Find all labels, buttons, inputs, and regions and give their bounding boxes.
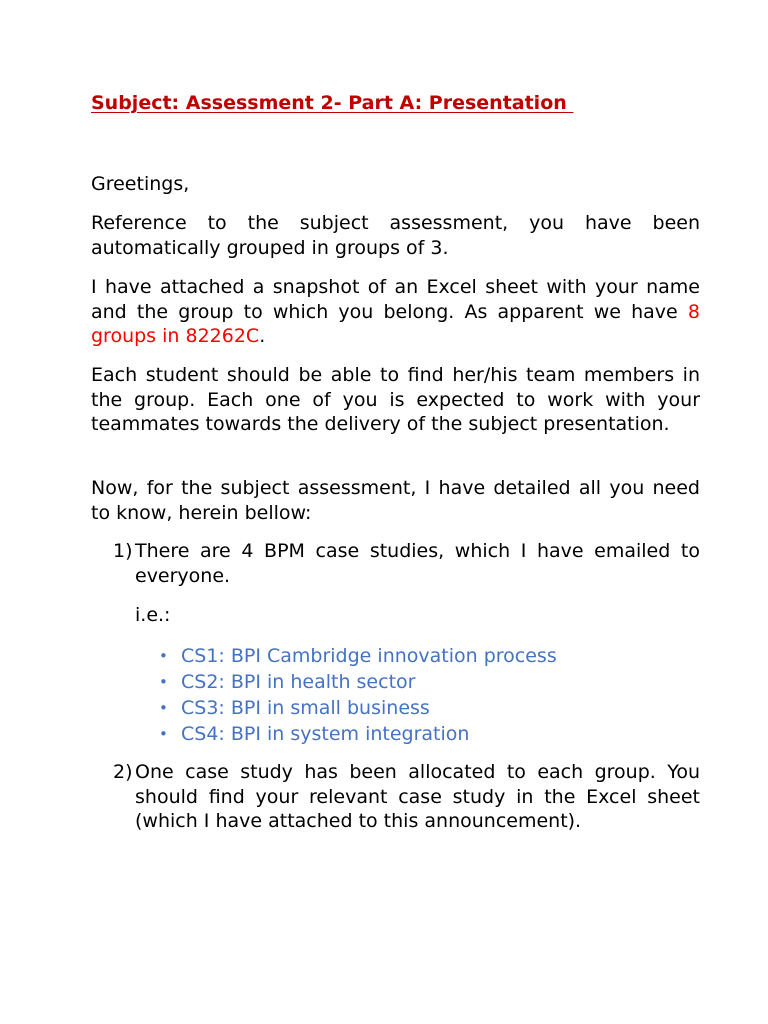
- paragraph-attachment: [91, 275, 700, 349]
- list-item-1: [113, 539, 700, 588]
- paragraph-attachment-text: I have attached a snapshot of an Excel sheet with your name and the group to which you belong. As apparent we have: [91, 276, 700, 323]
- bullet-icon: •: [159, 699, 168, 717]
- bullet-icon: •: [159, 647, 168, 665]
- ie-label: i.e.:: [135, 604, 171, 626]
- subject-heading: Subject: Assessment 2- Part A: Presentation: [91, 92, 574, 114]
- greeting: Greetings,: [91, 173, 190, 195]
- bullet-icon: •: [159, 725, 168, 743]
- case-study-item-4: [157, 721, 557, 747]
- case-study-label-4: CS4: BPI in system integration: [181, 723, 470, 745]
- bullet-icon: •: [159, 673, 168, 691]
- paragraph-details: Now, for the subject assessment, I have detailed all you need to know, herein bellow:: [91, 477, 700, 524]
- case-study-item-1: [157, 643, 557, 669]
- paragraph-reference: Reference to the subject assessment, you have been automatically grouped in groups of 3.: [91, 212, 700, 259]
- groups-highlight: 8 groups in 82262C: [91, 300, 700, 347]
- list-item-2: [113, 760, 700, 834]
- list-number-2: 2): [113, 761, 133, 783]
- paragraph-attachment-end: .: [259, 325, 266, 347]
- case-study-item-3: [157, 695, 557, 721]
- case-study-label-1: CS1: BPI Cambridge innovation process: [181, 645, 557, 667]
- case-study-item-2: [157, 669, 557, 695]
- list-text-2: One case study has been allocated to each group. You should find your relevant case study in the Excel sheet (which I have attached to this announcement).: [135, 761, 700, 832]
- list-text-1: There are 4 BPM case studies, which I have emailed to everyone.: [135, 540, 700, 587]
- case-study-label-2: CS2: BPI in health sector: [181, 671, 416, 693]
- case-study-label-3: CS3: BPI in small business: [181, 697, 430, 719]
- paragraph-team: Each student should be able to find her/his team members in the group. Each one of you is expected to work with your teammates towards the delivery of the subject presentation.: [91, 364, 700, 435]
- case-study-list: [157, 643, 557, 747]
- list-number-1: 1): [113, 540, 133, 562]
